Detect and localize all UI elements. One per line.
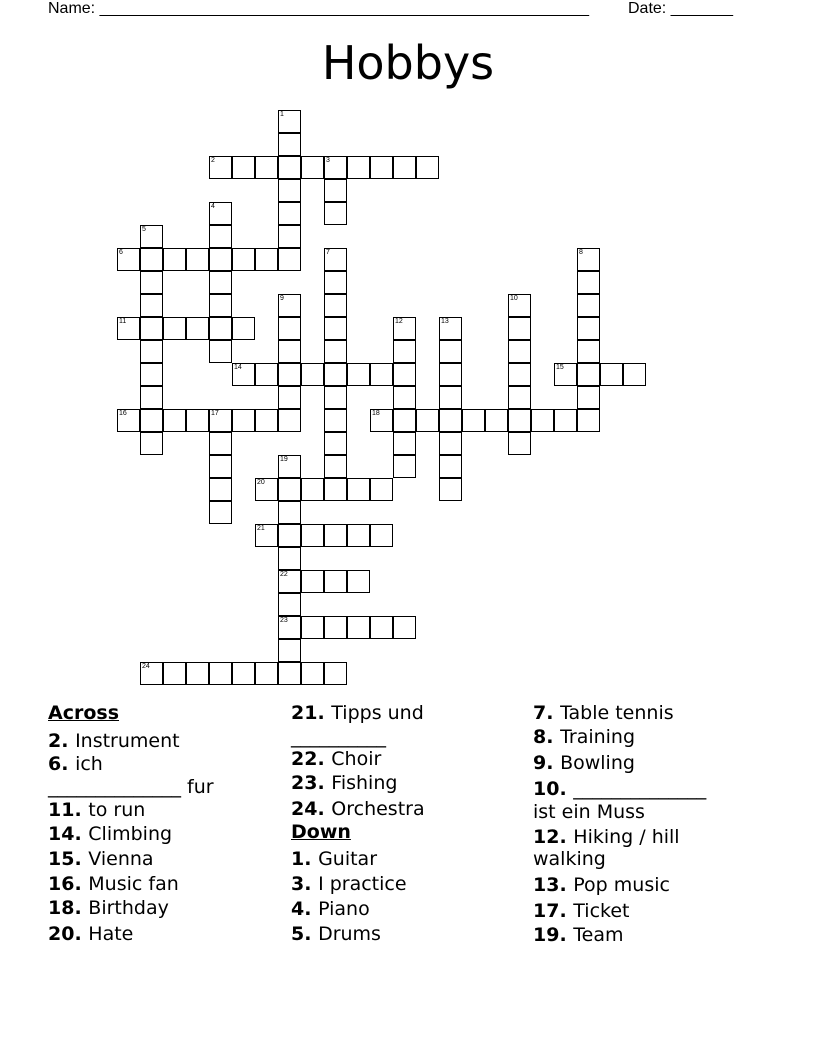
clue-text: Hate bbox=[88, 923, 134, 945]
grid-cell[interactable] bbox=[140, 432, 163, 455]
grid-cell[interactable] bbox=[140, 317, 163, 340]
grid-cell[interactable] bbox=[255, 156, 278, 179]
grid-cell[interactable] bbox=[278, 455, 301, 478]
grid-cell[interactable] bbox=[163, 317, 186, 340]
clue-number-label: 6 bbox=[119, 249, 123, 256]
grid-cell[interactable] bbox=[324, 317, 347, 340]
grid-cell[interactable] bbox=[324, 432, 347, 455]
clue-number-label: 20 bbox=[257, 479, 265, 486]
grid-cell[interactable] bbox=[577, 317, 600, 340]
clue-line bbox=[291, 923, 381, 945]
grid-cell[interactable] bbox=[186, 662, 209, 685]
clue-line bbox=[533, 752, 635, 774]
clue-text: Tipps und bbox=[331, 702, 424, 724]
grid-cell[interactable] bbox=[370, 409, 393, 432]
grid-cell[interactable] bbox=[416, 156, 439, 179]
clue-number: 23. bbox=[291, 772, 332, 794]
grid-cell[interactable] bbox=[278, 248, 301, 271]
grid-cell[interactable] bbox=[577, 363, 600, 386]
clue-number-label: 22 bbox=[280, 571, 288, 578]
clue-text: __________ bbox=[291, 726, 386, 748]
grid-cell[interactable] bbox=[140, 340, 163, 363]
grid-cell[interactable] bbox=[140, 225, 163, 248]
grid-cell[interactable] bbox=[278, 133, 301, 156]
grid-cell[interactable] bbox=[324, 386, 347, 409]
grid-cell[interactable] bbox=[140, 386, 163, 409]
clue-number-label: 4 bbox=[211, 203, 215, 210]
clue-number-label: 7 bbox=[326, 249, 330, 256]
grid-cell[interactable] bbox=[508, 340, 531, 363]
clue-text: Birthday bbox=[88, 897, 169, 919]
clue-number-label: 3 bbox=[326, 157, 330, 164]
grid-cell[interactable] bbox=[278, 524, 301, 547]
grid-cell[interactable] bbox=[508, 294, 531, 317]
clue-line bbox=[533, 702, 674, 724]
grid-cell[interactable] bbox=[393, 386, 416, 409]
grid-cell[interactable] bbox=[209, 455, 232, 478]
clue-line bbox=[48, 776, 214, 798]
clue-text: Team bbox=[573, 924, 624, 946]
clue-line bbox=[48, 923, 133, 945]
across-heading: Across bbox=[48, 702, 120, 724]
clue-line bbox=[291, 873, 407, 895]
grid-cell[interactable] bbox=[278, 386, 301, 409]
grid-cell[interactable] bbox=[186, 248, 209, 271]
clue-number-label: 14 bbox=[234, 364, 242, 371]
clue-number: 12. bbox=[533, 826, 574, 848]
clue-line bbox=[48, 799, 145, 821]
clue-line bbox=[48, 823, 172, 845]
grid-cell[interactable] bbox=[140, 662, 163, 685]
clue-line bbox=[48, 730, 180, 752]
grid-cell[interactable] bbox=[186, 317, 209, 340]
clue-number: 22. bbox=[291, 748, 332, 770]
grid-cell[interactable] bbox=[278, 639, 301, 662]
clue-text: ist ein Muss bbox=[533, 801, 645, 823]
clue-number: 3. bbox=[291, 873, 319, 895]
clue-text: Orchestra bbox=[331, 798, 425, 820]
grid-cell[interactable] bbox=[255, 524, 278, 547]
grid-cell[interactable] bbox=[508, 386, 531, 409]
clue-number-label: 5 bbox=[142, 226, 146, 233]
grid-cell[interactable] bbox=[140, 271, 163, 294]
grid-cell[interactable] bbox=[439, 340, 462, 363]
grid-cell[interactable] bbox=[140, 409, 163, 432]
grid-cell[interactable] bbox=[209, 294, 232, 317]
clue-number: 13. bbox=[533, 874, 574, 896]
clue-text: walking bbox=[533, 848, 606, 870]
clue-text: Training bbox=[560, 726, 636, 748]
grid-cell[interactable] bbox=[278, 547, 301, 570]
clue-number: 15. bbox=[48, 848, 89, 870]
clue-number: 21. bbox=[291, 702, 332, 724]
clue-number: 1. bbox=[291, 848, 319, 870]
clue-line bbox=[291, 726, 386, 748]
grid-cell[interactable] bbox=[140, 294, 163, 317]
grid-cell[interactable] bbox=[301, 662, 324, 685]
clue-number-label: 21 bbox=[257, 525, 265, 532]
clue-text: Drums bbox=[318, 923, 381, 945]
grid-cell[interactable] bbox=[347, 363, 370, 386]
grid-cell[interactable] bbox=[347, 616, 370, 639]
grid-cell[interactable] bbox=[163, 662, 186, 685]
clue-text: Fishing bbox=[331, 772, 398, 794]
grid-cell[interactable] bbox=[508, 363, 531, 386]
grid-cell[interactable] bbox=[347, 524, 370, 547]
clue-text: Choir bbox=[331, 748, 382, 770]
grid-cell[interactable] bbox=[393, 409, 416, 432]
clue-text: Ticket bbox=[573, 900, 630, 922]
grid-cell[interactable] bbox=[324, 294, 347, 317]
grid-cell[interactable] bbox=[255, 248, 278, 271]
clue-number: 18. bbox=[48, 897, 89, 919]
clue-text: Piano bbox=[318, 898, 370, 920]
clue-number-label: 18 bbox=[372, 410, 380, 417]
clue-line bbox=[48, 848, 154, 870]
grid-cell[interactable] bbox=[439, 409, 462, 432]
grid-cell[interactable] bbox=[554, 363, 577, 386]
clue-text: to run bbox=[88, 799, 146, 821]
grid-cell[interactable] bbox=[324, 478, 347, 501]
clue-text: Instrument bbox=[75, 730, 180, 752]
grid-cell[interactable] bbox=[347, 570, 370, 593]
grid-cell[interactable] bbox=[209, 317, 232, 340]
grid-cell[interactable] bbox=[278, 501, 301, 524]
grid-cell[interactable] bbox=[278, 478, 301, 501]
grid-cell[interactable] bbox=[232, 662, 255, 685]
grid-cell[interactable] bbox=[554, 409, 577, 432]
grid-cell[interactable] bbox=[301, 570, 324, 593]
grid-cell[interactable] bbox=[577, 409, 600, 432]
grid-cell[interactable] bbox=[117, 317, 140, 340]
clue-text: Pop music bbox=[573, 874, 670, 896]
grid-cell[interactable] bbox=[278, 110, 301, 133]
clue-line bbox=[291, 798, 425, 820]
grid-cell[interactable] bbox=[370, 363, 393, 386]
clue-number-label: 1 bbox=[280, 111, 284, 118]
clue-number-label: 9 bbox=[280, 295, 284, 302]
grid-cell[interactable] bbox=[278, 662, 301, 685]
grid-cell[interactable] bbox=[324, 524, 347, 547]
grid-cell[interactable] bbox=[278, 225, 301, 248]
clue-number: 19. bbox=[533, 924, 574, 946]
clue-number: 2. bbox=[48, 730, 76, 752]
clue-number: 10. bbox=[533, 778, 574, 800]
grid-cell[interactable] bbox=[163, 248, 186, 271]
clue-number: 14. bbox=[48, 823, 89, 845]
clue-number: 6. bbox=[48, 753, 76, 775]
grid-cell[interactable] bbox=[209, 340, 232, 363]
grid-cell[interactable] bbox=[278, 363, 301, 386]
clue-number-label: 12 bbox=[395, 318, 403, 325]
clue-text: ich bbox=[75, 753, 103, 775]
clues-column-3 bbox=[533, 702, 773, 952]
clue-number-label: 16 bbox=[119, 410, 127, 417]
clue-text: Vienna bbox=[88, 848, 154, 870]
grid-cell[interactable] bbox=[508, 409, 531, 432]
grid-cell[interactable] bbox=[278, 156, 301, 179]
clue-number-label: 11 bbox=[119, 318, 127, 325]
clue-text: I practice bbox=[318, 873, 407, 895]
grid-cell[interactable] bbox=[347, 156, 370, 179]
grid-cell[interactable] bbox=[140, 248, 163, 271]
grid-cell[interactable] bbox=[278, 409, 301, 432]
grid-cell[interactable] bbox=[209, 409, 232, 432]
clue-line bbox=[533, 826, 680, 848]
grid-cell[interactable] bbox=[209, 271, 232, 294]
grid-cell[interactable] bbox=[393, 363, 416, 386]
clue-number-label: 13 bbox=[441, 318, 449, 325]
grid-cell[interactable] bbox=[324, 616, 347, 639]
clue-number: 4. bbox=[291, 898, 319, 920]
clue-text: ______________ bbox=[573, 778, 707, 800]
grid-cell[interactable] bbox=[577, 248, 600, 271]
grid-cell[interactable] bbox=[370, 478, 393, 501]
grid-cell[interactable] bbox=[347, 478, 370, 501]
grid-cell[interactable] bbox=[324, 570, 347, 593]
grid-cell[interactable] bbox=[393, 432, 416, 455]
grid-cell[interactable] bbox=[278, 616, 301, 639]
grid-cell[interactable] bbox=[209, 156, 232, 179]
grid-cell[interactable] bbox=[232, 409, 255, 432]
grid-cell[interactable] bbox=[370, 616, 393, 639]
clue-text: ______________ fur bbox=[48, 776, 214, 798]
clue-number-label: 15 bbox=[556, 364, 564, 371]
clue-line bbox=[291, 702, 424, 724]
grid-cell[interactable] bbox=[255, 409, 278, 432]
grid-cell[interactable] bbox=[439, 386, 462, 409]
grid-cell[interactable] bbox=[255, 363, 278, 386]
worksheet-header bbox=[48, 0, 748, 22]
grid-cell[interactable] bbox=[393, 340, 416, 363]
grid-cell[interactable] bbox=[439, 363, 462, 386]
grid-cell[interactable] bbox=[439, 432, 462, 455]
grid-cell[interactable] bbox=[324, 363, 347, 386]
clue-line bbox=[533, 848, 606, 870]
clues-column-1 bbox=[48, 702, 278, 952]
grid-cell[interactable] bbox=[439, 455, 462, 478]
grid-cell[interactable] bbox=[186, 409, 209, 432]
clue-text: Guitar bbox=[318, 848, 378, 870]
clue-number-label: 17 bbox=[211, 410, 219, 417]
clue-number: 24. bbox=[291, 798, 332, 820]
clue-text: Hiking / hill bbox=[573, 826, 680, 848]
grid-cell[interactable] bbox=[531, 409, 554, 432]
puzzle-title: Hobbys bbox=[321, 36, 495, 90]
grid-cell[interactable] bbox=[278, 202, 301, 225]
grid-cell[interactable] bbox=[439, 478, 462, 501]
grid-cell[interactable] bbox=[370, 156, 393, 179]
grid-cell[interactable] bbox=[278, 340, 301, 363]
grid-cell[interactable] bbox=[278, 179, 301, 202]
clue-number: 17. bbox=[533, 900, 574, 922]
grid-cell[interactable] bbox=[301, 156, 324, 179]
grid-cell[interactable] bbox=[255, 662, 278, 685]
clue-line bbox=[533, 801, 645, 823]
grid-cell[interactable] bbox=[577, 271, 600, 294]
clue-line bbox=[291, 898, 370, 920]
clue-line bbox=[533, 924, 624, 946]
down-heading: Down bbox=[291, 821, 351, 843]
grid-cell[interactable] bbox=[508, 432, 531, 455]
clue-number: 5. bbox=[291, 923, 319, 945]
clue-number-label: 23 bbox=[280, 617, 288, 624]
grid-cell[interactable] bbox=[301, 616, 324, 639]
name-line: Name: _______________________________________________________ bbox=[48, 0, 589, 17]
grid-cell[interactable] bbox=[577, 340, 600, 363]
grid-cell[interactable] bbox=[324, 179, 347, 202]
clue-number: 20. bbox=[48, 923, 89, 945]
clue-line bbox=[48, 897, 169, 919]
clue-line bbox=[533, 874, 670, 896]
clue-number-label: 10 bbox=[510, 295, 518, 302]
grid-cell[interactable] bbox=[370, 524, 393, 547]
grid-cell[interactable] bbox=[324, 248, 347, 271]
grid-cell[interactable] bbox=[301, 478, 324, 501]
clue-number-label: 8 bbox=[579, 249, 583, 256]
clue-number-label: 24 bbox=[142, 663, 150, 670]
grid-cell[interactable] bbox=[393, 156, 416, 179]
grid-cell[interactable] bbox=[117, 409, 140, 432]
grid-cell[interactable] bbox=[209, 501, 232, 524]
grid-cell[interactable] bbox=[324, 340, 347, 363]
grid-cell[interactable] bbox=[163, 409, 186, 432]
grid-cell[interactable] bbox=[209, 662, 232, 685]
grid-cell[interactable] bbox=[393, 455, 416, 478]
grid-cell[interactable] bbox=[232, 248, 255, 271]
clue-number-label: 19 bbox=[280, 456, 288, 463]
clue-number-label: 2 bbox=[211, 157, 215, 164]
clue-number: 7. bbox=[533, 702, 561, 724]
grid-cell[interactable] bbox=[140, 363, 163, 386]
grid-cell[interactable] bbox=[324, 202, 347, 225]
grid-cell[interactable] bbox=[209, 248, 232, 271]
grid-cell[interactable] bbox=[255, 478, 278, 501]
grid-cell[interactable] bbox=[301, 363, 324, 386]
grid-cell[interactable] bbox=[232, 317, 255, 340]
grid-cell[interactable] bbox=[577, 386, 600, 409]
grid-cell[interactable] bbox=[232, 363, 255, 386]
grid-cell[interactable] bbox=[324, 409, 347, 432]
grid-cell[interactable] bbox=[209, 432, 232, 455]
grid-cell[interactable] bbox=[324, 662, 347, 685]
grid-cell[interactable] bbox=[439, 317, 462, 340]
clue-number: 8. bbox=[533, 726, 561, 748]
clue-text: Table tennis bbox=[560, 702, 674, 724]
clue-text: Music fan bbox=[88, 873, 179, 895]
date-line: Date: _______ bbox=[628, 0, 733, 17]
clue-line bbox=[48, 753, 103, 775]
clue-line bbox=[48, 873, 179, 895]
clue-line bbox=[533, 900, 630, 922]
grid-cell[interactable] bbox=[278, 317, 301, 340]
grid-cell[interactable] bbox=[416, 409, 439, 432]
grid-cell[interactable] bbox=[600, 363, 623, 386]
grid-cell[interactable] bbox=[485, 409, 508, 432]
clue-number: 9. bbox=[533, 752, 561, 774]
grid-cell[interactable] bbox=[324, 455, 347, 478]
grid-cell[interactable] bbox=[393, 317, 416, 340]
grid-cell[interactable] bbox=[232, 156, 255, 179]
grid-cell[interactable] bbox=[508, 317, 531, 340]
clue-number: 16. bbox=[48, 873, 89, 895]
grid-cell[interactable] bbox=[209, 478, 232, 501]
grid-cell[interactable] bbox=[577, 294, 600, 317]
grid-cell[interactable] bbox=[301, 524, 324, 547]
grid-cell[interactable] bbox=[623, 363, 646, 386]
clue-text: Bowling bbox=[560, 752, 635, 774]
clue-line bbox=[291, 848, 377, 870]
grid-cell[interactable] bbox=[209, 225, 232, 248]
grid-cell[interactable] bbox=[324, 271, 347, 294]
grid-cell[interactable] bbox=[462, 409, 485, 432]
grid-cell[interactable] bbox=[278, 570, 301, 593]
clue-text: Climbing bbox=[88, 823, 173, 845]
clue-line bbox=[533, 778, 706, 800]
clue-number: 11. bbox=[48, 799, 89, 821]
clues-column-2 bbox=[291, 702, 521, 952]
clue-line bbox=[533, 726, 635, 748]
clue-line bbox=[291, 748, 381, 770]
grid-cell[interactable] bbox=[278, 593, 301, 616]
grid-cell[interactable] bbox=[393, 616, 416, 639]
grid-cell[interactable] bbox=[278, 294, 301, 317]
clue-line bbox=[291, 772, 397, 794]
grid-cell[interactable] bbox=[209, 202, 232, 225]
grid-cell[interactable] bbox=[324, 156, 347, 179]
grid-cell[interactable] bbox=[117, 248, 140, 271]
